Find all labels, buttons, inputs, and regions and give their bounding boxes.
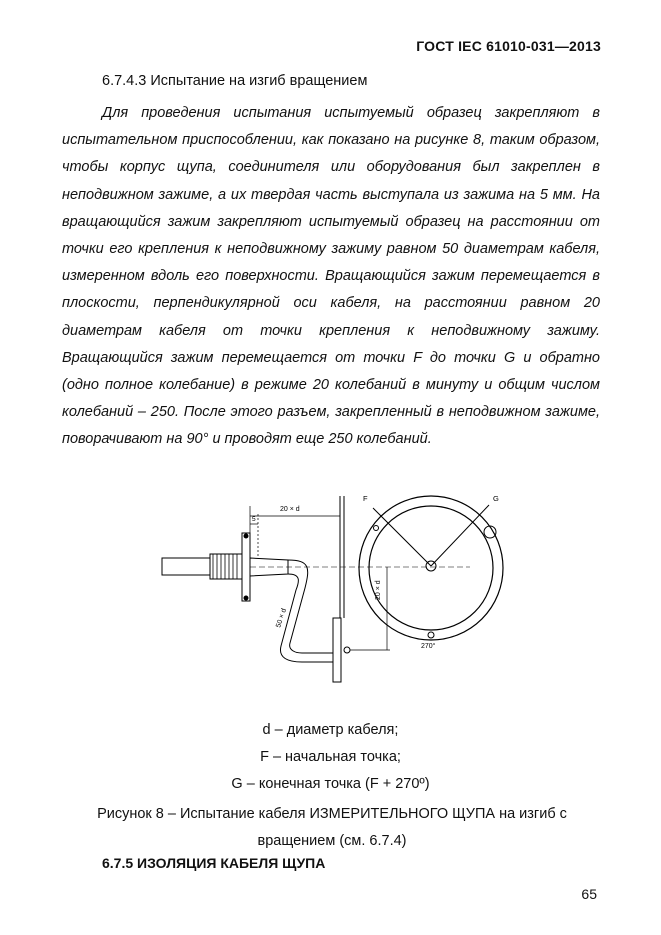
figure-8-diagram — [150, 488, 530, 688]
rotation-ring-outer — [359, 496, 503, 640]
rotation-ring-inner — [369, 506, 493, 630]
legend-f: F – начальная точка; — [260, 749, 401, 765]
page-number: 65 — [581, 886, 597, 902]
dim-top-label: 20 × d — [280, 506, 300, 513]
body-paragraph: Для проведения испытания испытуемый образец закрепляют в испытательном приспособлении, как показано на рисунке 8, таким образом, чтобы корпус щупа, соединителя или оборудования был закреплен в неподвижном зажиме, а их твердая часть выступала из зажима на 5 мм. На вращающийся зажим закрепляют испытуемый образец на расстоянии от точки его крепления к неподвижному зажиму равном 50 диаметрам кабеля, измеренном вдоль его поверхности. Вращающийся зажим перемещается в плоскости, перпендикулярной оси кабеля, на расстоянии равном 20 диаметрам кабеля от точки крепления к неподвижному зажиму. Вращающийся зажим перемещается от точки F до точки G и обратно (одно полное колебание) в режиме 20 колебаний в минуту и общим числом колебаний – 250. После этого разъем, закрепленный в неподвижном зажиме, поворачивают на 90° и проводят еще 250 колебаний. — [62, 105, 600, 448]
angle-270-label: 270° — [421, 643, 436, 650]
point-g-label: G — [493, 494, 499, 503]
subsection-title: 6.7.4.3 Испытание на изгиб вращением — [102, 73, 368, 89]
dim-50-label: 50 × d — [275, 607, 288, 629]
section-title: 6.7.5 ИЗОЛЯЦИЯ КАБЕЛЯ ЩУПА — [102, 855, 326, 871]
probe-handle — [162, 558, 210, 575]
legend-g: G – конечная точка (F + 270º) — [231, 776, 430, 792]
figure-caption: Рисунок 8 – Испытание кабеля ИЗМЕРИТЕЛЬНОГО ЩУПА на изгиб с вращением (см. 6.7.4) — [97, 806, 567, 849]
point-f-label: F — [363, 494, 368, 503]
dim-5-label: 5 — [252, 516, 256, 523]
dim-20-vertical-label: 20 × d — [375, 580, 382, 600]
cable — [288, 560, 333, 653]
fixed-clamp — [242, 533, 250, 601]
document-header: ГОСТ IEC 61010-031—2013 — [416, 38, 601, 54]
rotating-clamp — [333, 618, 341, 682]
legend-d: d – диаметр кабеля; — [262, 722, 399, 738]
